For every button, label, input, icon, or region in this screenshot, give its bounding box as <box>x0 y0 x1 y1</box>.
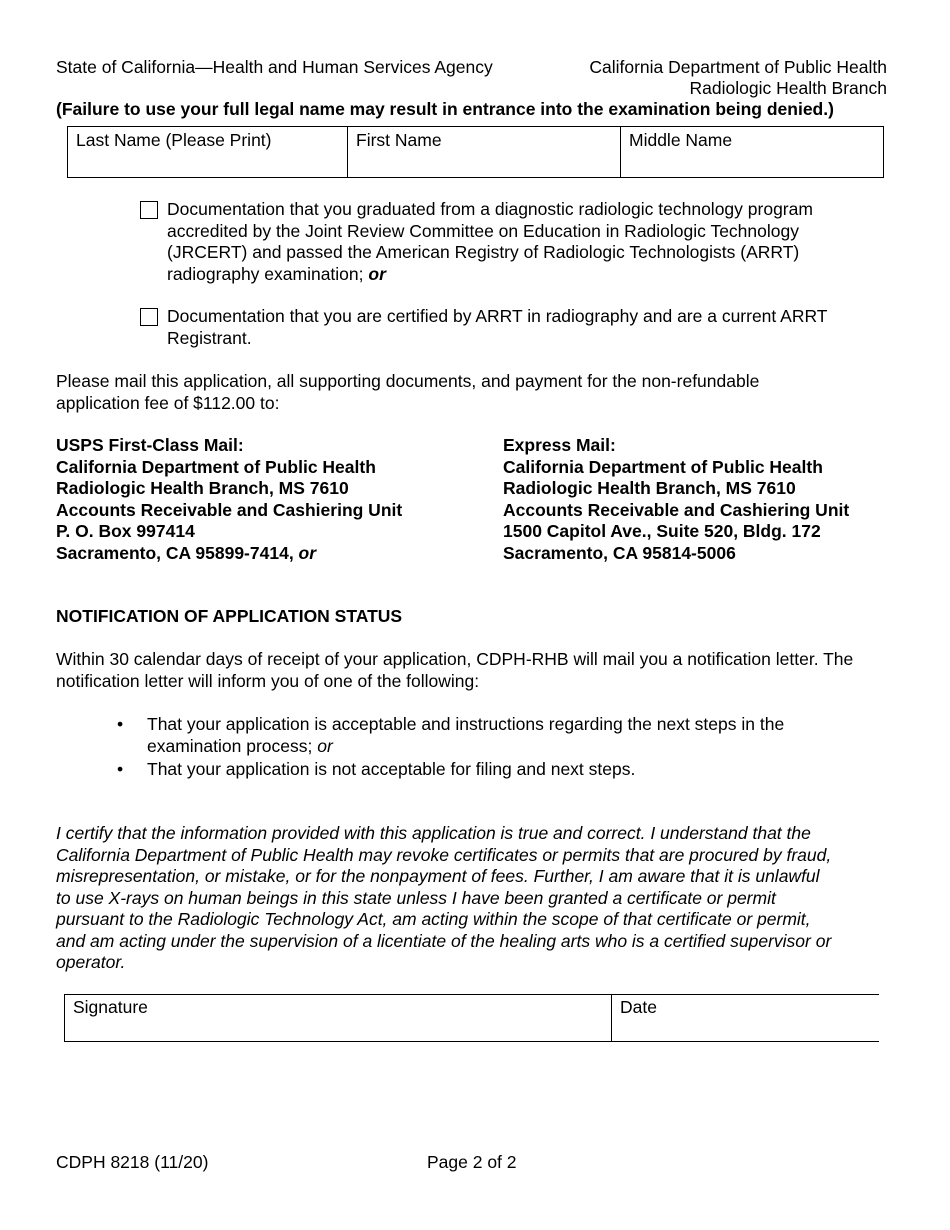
middle-name-field[interactable] <box>620 127 883 177</box>
option-jrcert <box>140 199 880 289</box>
legal-name-warning: (Failure to use your full legal name may result in entrance into the examination being denied.) <box>56 99 834 119</box>
date-label: Date <box>620 997 657 1017</box>
list-item: • That your application is not acceptable for filing and next steps. <box>117 759 636 779</box>
jrcert-text: Documentation that you graduated from a diagnostic radiologic technology program accredited by the Joint Review Committee on Education in Radiologic Technology (JRCERT) and passed the American Registry of Radiologic Technologists (ARRT) radiography examination; or <box>167 199 813 284</box>
express-heading: Express Mail: <box>503 435 616 455</box>
date-field[interactable] <box>611 995 879 1041</box>
signature-label: Signature <box>73 997 148 1017</box>
bullet-icon: • <box>117 759 124 779</box>
list-item: • That your application is acceptable and instructions regarding the next steps in the examination process; or <box>117 714 785 756</box>
first-name-label: First Name <box>356 130 442 150</box>
option-arrt <box>140 306 880 351</box>
department-name: California Department of Public Health <box>589 57 887 77</box>
certification-statement: I certify that the information provided with this application is true and correct. I understand that the California Department of Public Health may revoke certificates or permits that are procured by fraud, misrepresentation, or mistake, or for the nonpayment of fees. Further, I am aware that it is unlawful to use X-rays on human beings in this state unless I have been granted a certificate or permit pursuant to the Radiologic Technology Act, am acting within the scope of that certificate or permit, and am acting under the supervision of a licentiate of the healing arts who is a certified supervisor or operator. <box>56 823 832 972</box>
bullet-icon: • <box>117 714 124 734</box>
signature-field[interactable] <box>65 995 611 1041</box>
signature-table <box>64 994 879 1042</box>
express-address: Express Mail: California Department of Public Health Radiologic Health Branch, MS 7610 Accounts Receivable and Cashiering Unit 1500 Capitol Ave., Suite 520, Bldg. 172 Sacramento, CA 95814-5006 <box>503 435 850 563</box>
agency-name: State of California—Health and Human Services Agency <box>56 57 493 77</box>
mail-instructions: Please mail this application, all supporting documents, and payment for the non-refundable application fee of $112.00 to: <box>56 371 760 413</box>
last-name-field[interactable] <box>68 127 347 177</box>
or-conjunction: or <box>368 263 386 284</box>
usps-heading: USPS First-Class Mail: <box>56 435 244 455</box>
form-id: CDPH 8218 (11/20) <box>56 1152 209 1172</box>
arrt-text: Documentation that you are certified by ARRT in radiography and are a current ARRT Registrant. <box>167 306 828 348</box>
usps-address: USPS First-Class Mail: California Department of Public Health Radiologic Health Branch, MS 7610 Accounts Receivable and Cashiering Unit P. O. Box 997414 Sacramento, CA 95899-7414, or <box>56 435 403 563</box>
jrcert-checkbox[interactable] <box>140 201 158 219</box>
arrt-checkbox[interactable] <box>140 308 158 326</box>
name-table <box>67 126 884 178</box>
last-name-label: Last Name (Please Print) <box>76 130 272 150</box>
page-number: Page 2 of 2 <box>427 1152 517 1172</box>
notification-heading: NOTIFICATION OF APPLICATION STATUS <box>56 606 403 626</box>
first-name-field[interactable] <box>347 127 620 177</box>
notification-text: Within 30 calendar days of receipt of your application, CDPH-RHB will mail you a notification letter. The notification letter will inform you of one of the following: <box>56 649 854 691</box>
branch-name: Radiologic Health Branch <box>689 78 887 98</box>
middle-name-label: Middle Name <box>629 130 733 150</box>
